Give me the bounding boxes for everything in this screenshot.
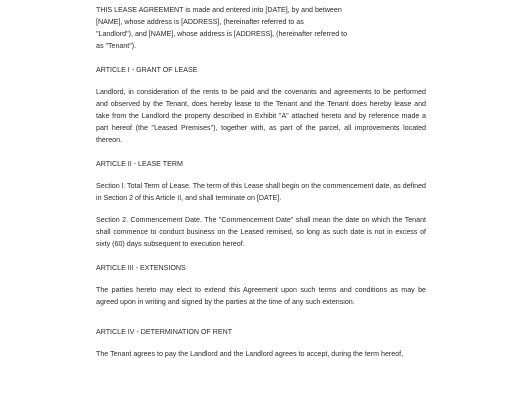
article-3-heading: ARTICLE III - EXTENSIONS: [96, 264, 186, 272]
article-1-text: Landlord, in consideration of the rents to be paid and the covenants and agreements to be performed and observed by the Tenant, does hereby lease to the Tenant and the Tenant does hereby lease and take from the Landlord the property described in Exhibit "A" attached hereto and by reference made a part hereof (the "Leased Premises"), together with, as part of the parcel, all improvements located thereon.: [96, 88, 426, 144]
article-1-heading: ARTICLE I - GRANT OF LEASE: [96, 66, 198, 74]
intro-line: as "Tenant").: [96, 42, 137, 50]
lease-document: [96, 4, 426, 360]
intro-line: "Landlord"), and [NAME], whose address is [ADDRESS], (hereinafter referred to: [96, 30, 348, 38]
intro-paragraph: [96, 4, 426, 52]
intro-line: THIS LEASE AGREEMENT is made and entered into [DATE], by and between: [96, 6, 342, 14]
article-2-heading: ARTICLE II - LEASE TERM: [96, 160, 183, 168]
article-3-text: The parties hereto may elect to extend this Agreement upon such terms and conditions as may be agreed upon in writing and signed by the parties at the time of any such extension.: [96, 286, 426, 306]
intro-line: [NAME], whose address is [ADDRESS], (hereinafter referred to as: [96, 18, 304, 26]
article-4-text: The Tenant agrees to pay the Landlord and the Landlord agrees to accept, during the term hereof,: [96, 350, 404, 358]
article-2-section-1: Section l. Total Term of Lease. The term of this Lease shall begin on the commencement date, as defined in Section 2 of this Article II, and shall terminate on [DATE].: [96, 182, 426, 202]
article-4-heading: ARTICLE IV - DETERMINATION OF RENT: [96, 328, 233, 336]
article-2-section-2: Section 2. Commencement Date. The "Commencement Date" shall mean the date on which the Tenant shall commence to conduct business on the Leased remised, so long as such date is not in excess of sixty (60) days subsequent to execution hereof.: [96, 216, 426, 248]
